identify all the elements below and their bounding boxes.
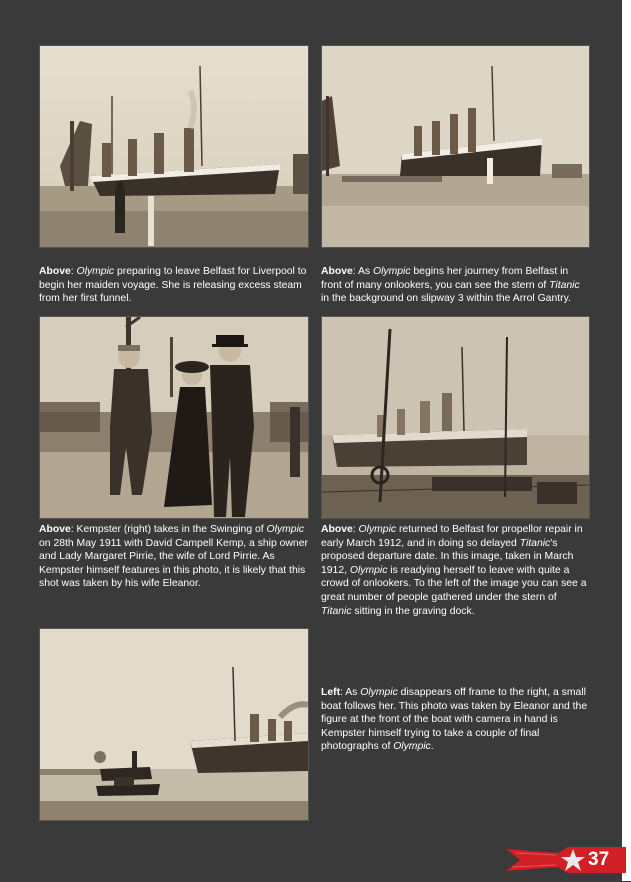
- caption-olympic-final-photos: Left: As Olympic disappears off frame to the right, a small boat follows her. This photo was taken by Eleanor and the figure at the front of the boat with camera in hand is Kempster himself trying to take a couple of final photographs of Olympic.: [321, 687, 588, 753]
- photo-olympic-march-1912: [321, 316, 590, 519]
- page-edge: [622, 0, 631, 881]
- photo-kempster-group: [39, 316, 309, 519]
- photo-olympic-begins-journey: [321, 45, 590, 248]
- photo-olympic-disappears: [39, 628, 309, 821]
- caption-olympic-journey: Above: As Olympic begins her journey from Belfast in front of many onlookers, you can see the stern of Titanic in the background on slipway 3 within the Arrol Gantry.: [321, 266, 580, 305]
- page-number: 37: [588, 849, 610, 870]
- caption-kempster-swinging: Above: Kempster (right) takes in the Swinging of Olympic on 28th May 1911 with David Campell Kemp, a ship owner and Lady Margaret Pirrie, the wife of Lord Pirrie. As Kempster himself features in this photo, it is likely that this shot was taken by his wife Eleanor.: [39, 524, 308, 590]
- photo-olympic-leaving-belfast: [39, 45, 309, 248]
- caption-olympic-propellor-repair: Above: Olympic returned to Belfast for propellor repair in early March 1912, and in doing so delayed Titanic's proposed departure date. In this image, taken in March 1912, Olympic is readying herself to leave with quite a crowd of onlookers. To the left of the image you can see a great number of people gathered under the stern of Titanic sitting in the graving dock.: [321, 524, 587, 617]
- caption-olympic-leaving: Above: Olympic preparing to leave Belfast for Liverpool to begin her maiden voyage. She is releasing excess steam from her first funnel.: [39, 266, 307, 305]
